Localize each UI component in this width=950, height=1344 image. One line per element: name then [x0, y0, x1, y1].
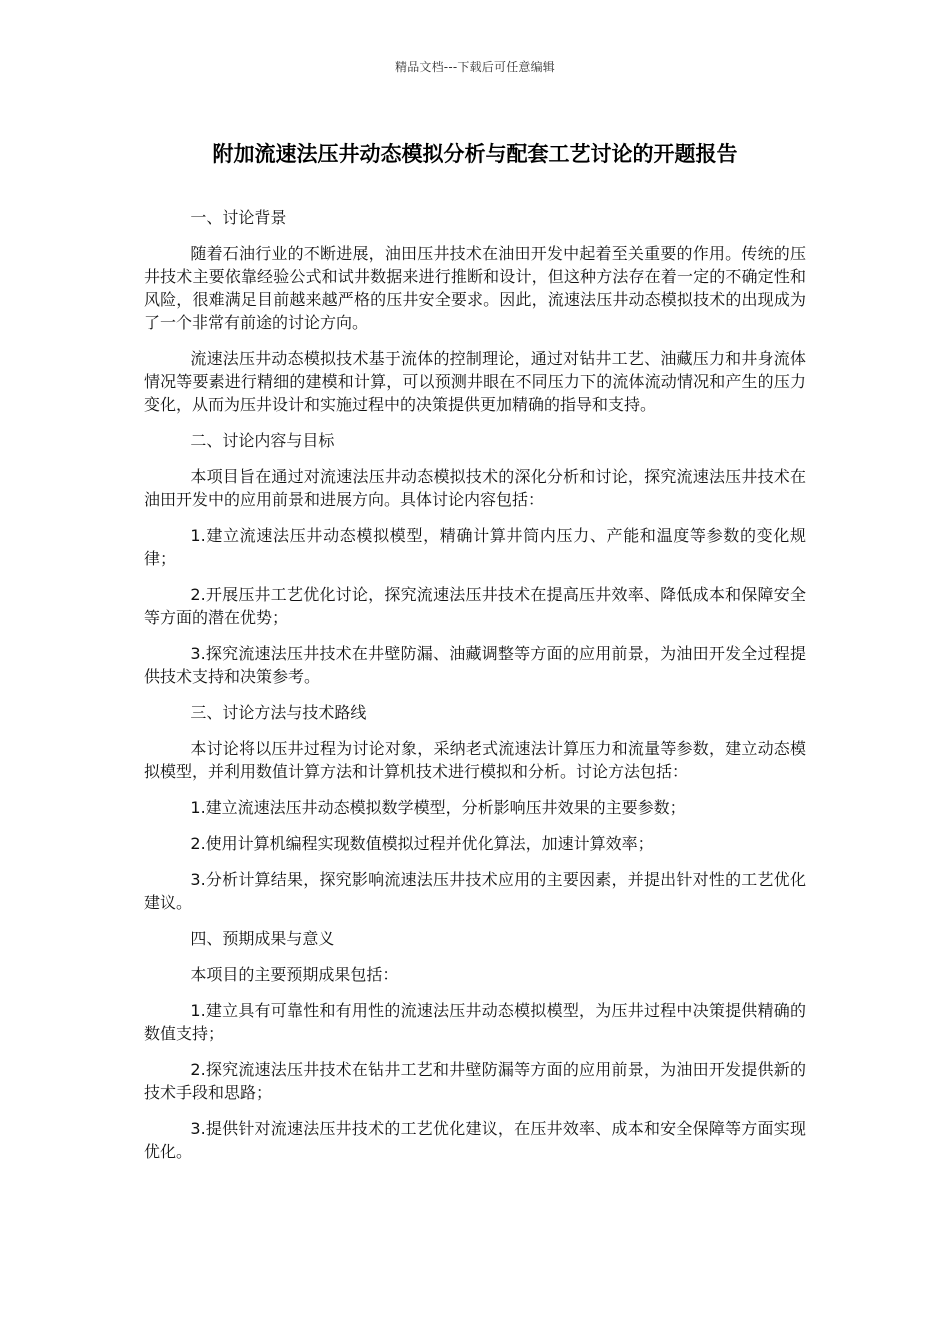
list-item: 1.建立流速法压井动态模拟数学模型，分析影响压井效果的主要参数； — [190, 798, 686, 817]
section-heading-outcomes: 四、预期成果与意义 — [190, 929, 335, 948]
paragraph: 本项目的主要预期成果包括： — [190, 965, 399, 984]
page-header: 精品文档---下载后可任意编辑 — [395, 60, 555, 74]
paragraph: 本讨论将以压井过程为讨论对象，采纳老式流速法计算压力和流量等参数，建立动态模拟模型，并利用数值计算方法和计算机技术进行模拟和分析。讨论方法包括： — [144, 739, 806, 781]
section-heading-content: 二、讨论内容与目标 — [190, 431, 335, 450]
document-body — [144, 206, 806, 1176]
list-item: 3.提供针对流速法压井技术的工艺优化建议，在压井效率、成本和安全保障等方面实现优化。 — [144, 1119, 806, 1161]
list-item: 2.使用计算机编程实现数值模拟过程并优化算法，加速计算效率； — [190, 834, 654, 853]
list-item: 1.建立具有可靠性和有用性的流速法压井动态模拟模型，为压井过程中决策提供精确的数值支持； — [144, 1001, 806, 1043]
document-title: 附加流速法压井动态模拟分析与配套工艺讨论的开题报告 — [212, 142, 738, 166]
list-item: 2.探究流速法压井技术在钻井工艺和井壁防漏等方面的应用前景，为油田开发提供新的技术手段和思路； — [144, 1060, 806, 1102]
paragraph: 随着石油行业的不断进展，油田压井技术在油田开发中起着至关重要的作用。传统的压井技术主要依靠经验公式和试井数据来进行推断和设计，但这种方法存在着一定的不确定性和风险，很难满足目前越来越严格的压井安全要求。因此，流速法压井动态模拟技术的出现成为了一个非常有前途的讨论方向。 — [144, 244, 806, 332]
paragraph: 本项目旨在通过对流速法压井动态模拟技术的深化分析和讨论，探究流速法压井技术在油田开发中的应用前景和进展方向。具体讨论内容包括： — [144, 467, 806, 509]
section-heading-methods: 三、讨论方法与技术路线 — [190, 703, 367, 722]
list-item: 3.分析计算结果，探究影响流速法压井技术应用的主要因素，并提出针对性的工艺优化建议。 — [144, 870, 806, 912]
list-item: 3.探究流速法压井技术在井壁防漏、油藏调整等方面的应用前景，为油田开发全过程提供技术支持和决策参考。 — [144, 644, 806, 686]
paragraph: 流速法压井动态模拟技术基于流体的控制理论，通过对钻井工艺、油藏压力和井身流体情况等要素进行精细的建模和计算，可以预测井眼在不同压力下的流体流动情况和产生的压力变化，从而为压井设计和实施过程中的决策提供更加精确的指导和支持。 — [144, 349, 806, 414]
list-item: 2.开展压井工艺优化讨论，探究流速法压井技术在提高压井效率、降低成本和保障安全等方面的潜在优势； — [144, 585, 806, 627]
list-item: 1.建立流速法压井动态模拟模型，精确计算井筒内压力、产能和温度等参数的变化规律； — [144, 526, 806, 568]
section-heading-background: 一、讨论背景 — [190, 208, 287, 227]
